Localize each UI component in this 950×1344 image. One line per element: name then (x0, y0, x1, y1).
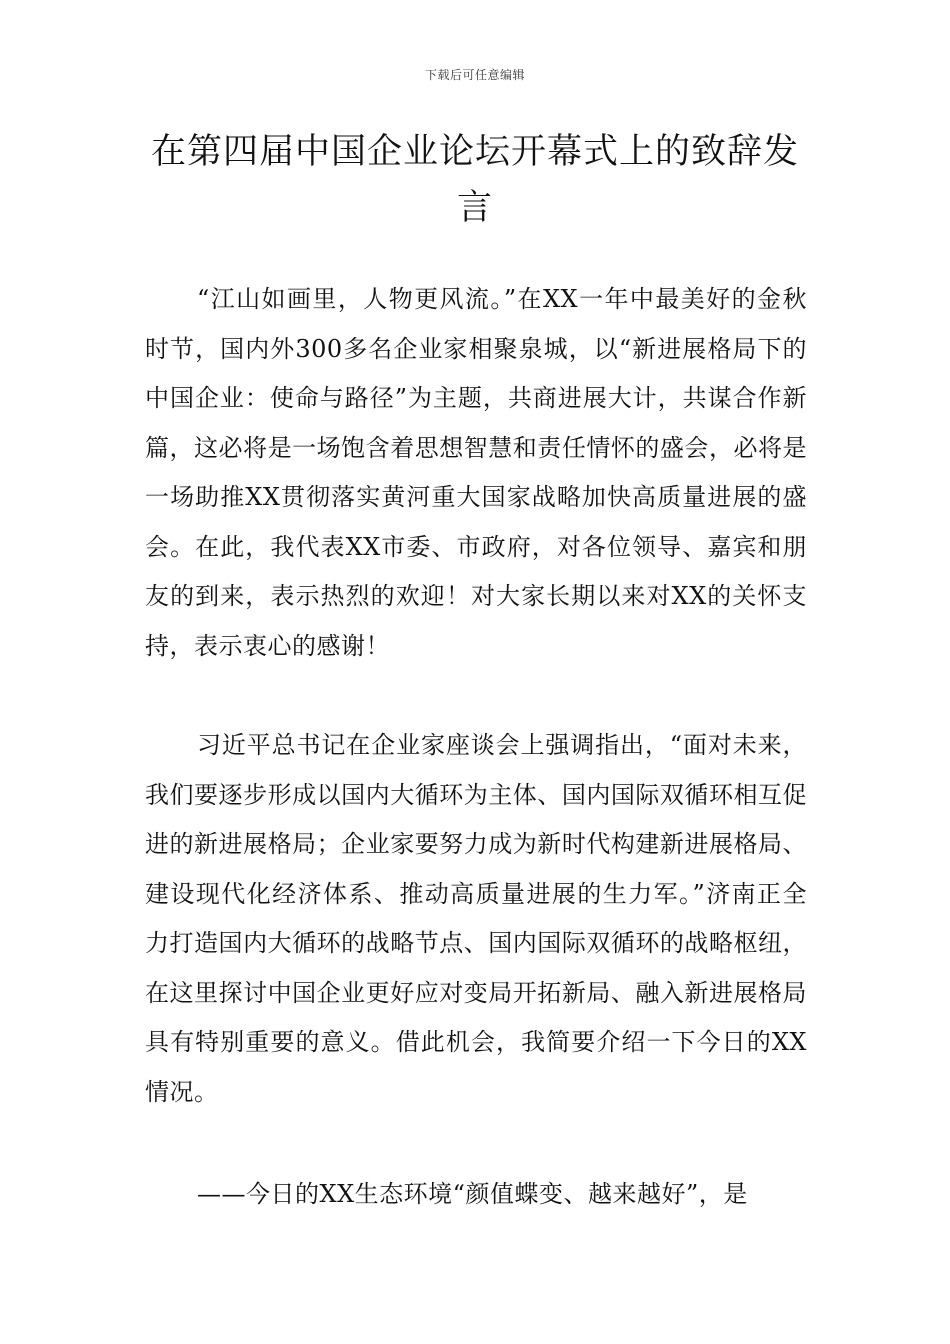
paragraph: ——今日的XX生态环境“颜值蝶变、越来越好”，是 (197, 1180, 748, 1208)
paragraph: “江山如画里，人物更风流。”在XX一年中最美好的金秋时节，国内外300多名企业家相聚泉城，以“新进展格局下的中国企业：使命与路径”为主题，共商进展大计，共谋合作新篇，这必将是一场饱含着思想智慧和责任情怀的盛会，必将是一场助推XX贯彻落实黄河重大国家战略加快高质量进展的盛会。在此，我代表XX市委、市政府，对各位领导、嘉宾和朋友的到来，表示热烈的欢迎！对大家长期以来对XX的关怀支持，表示衷心的感谢！ (145, 285, 807, 660)
document-title: 在第四届中国企业论坛开幕式上的致辞发言 (150, 132, 799, 228)
paragraph: 习近平总书记在企业家座谈会上强调指出，“面对未来，我们要逐步形成以国内大循环为主体、国内国际双循环相互促进的新进展格局；企业家要努力成为新时代构建新进展格局、建设现代化经济体系、推动高质量进展的生力军。”济南正全力打造国内大循环的战略节点、国内国际双循环的战略枢纽，在这里探讨中国企业更好应对变局开拓新局、融入新进展格局具有特别重要的意义。借此机会，我简要介绍一下今日的XX情况。 (145, 731, 807, 1106)
download-note: 下载后可任意编辑 (424, 68, 525, 82)
